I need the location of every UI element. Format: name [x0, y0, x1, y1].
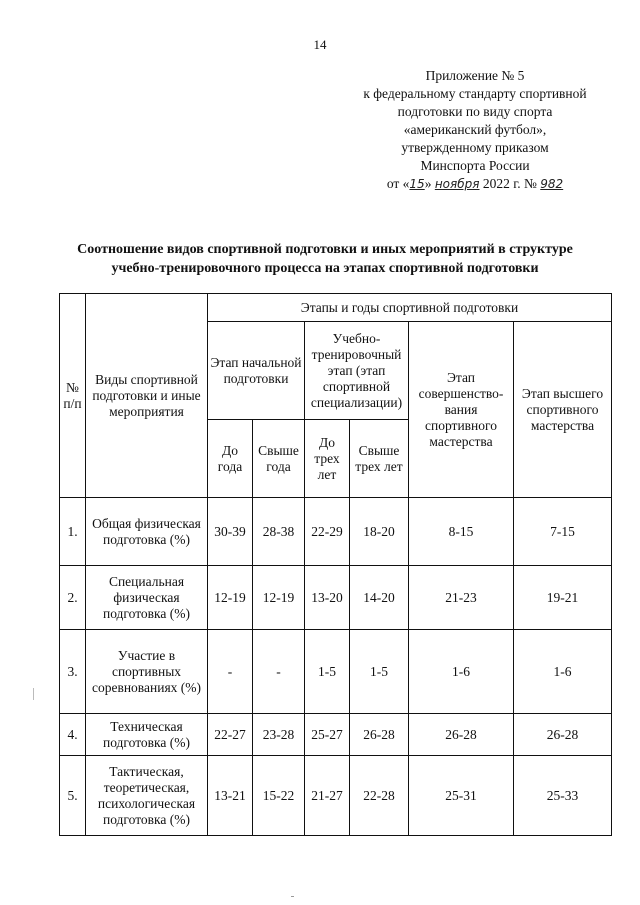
row-number: 3.	[60, 630, 86, 714]
cell-value: 30-39	[208, 498, 253, 566]
scan-speck	[291, 896, 294, 897]
header-stage-initial: Этап начальной подготовки	[208, 322, 305, 420]
date-mid: »	[424, 176, 432, 191]
cell-value: 1-5	[350, 630, 409, 714]
appendix-header	[330, 67, 620, 193]
ratio-table	[59, 293, 612, 836]
header-row	[60, 294, 612, 322]
date-prefix: от «	[386, 176, 410, 191]
document-title: Соотношение видов спортивной подготовки и иных мероприятий в структуре учебно-тренировочного процесса на этапах спортивной подготовки	[77, 242, 573, 276]
header-sub-initial-2: Свыше года	[253, 420, 305, 498]
handwritten-day: 15	[409, 177, 425, 191]
cell-value: 25-31	[409, 756, 514, 836]
header-stage-higher: Этап высшего спортивного мастерства	[514, 322, 612, 498]
row-number: 5.	[60, 756, 86, 836]
cell-value: 18-20	[350, 498, 409, 566]
appendix-line: подготовки по виду спорта	[397, 104, 553, 119]
row-number: 1.	[60, 498, 86, 566]
cell-value: 25-33	[514, 756, 612, 836]
cell-value: 26-28	[350, 714, 409, 756]
cell-value: 15-22	[253, 756, 305, 836]
appendix-line: Минспорта России	[420, 158, 530, 173]
handwritten-month: ноября	[434, 177, 480, 191]
cell-value: 22-28	[350, 756, 409, 836]
cell-value: 8-15	[409, 498, 514, 566]
table-row	[60, 714, 612, 756]
row-number: 4.	[60, 714, 86, 756]
appendix-line: к федеральному стандарту спортивной	[363, 86, 587, 101]
cell-value: 22-29	[305, 498, 350, 566]
cell-value: 13-21	[208, 756, 253, 836]
cell-value: 14-20	[350, 566, 409, 630]
margin-mark	[33, 688, 34, 700]
row-name: Тактическая, теоретическая, психологическая подготовка (%)	[86, 756, 208, 836]
cell-value: 1-5	[305, 630, 350, 714]
cell-value: 19-21	[514, 566, 612, 630]
cell-value: 12-19	[208, 566, 253, 630]
cell-value: 25-27	[305, 714, 350, 756]
header-stage-perfection: Этап совершенство-вания спортивного мастерства	[409, 322, 514, 498]
row-name: Общая физическая подготовка (%)	[86, 498, 208, 566]
appendix-line: «американский футбол»,	[403, 122, 547, 137]
cell-value: 1-6	[409, 630, 514, 714]
table-row	[60, 498, 612, 566]
cell-value: -	[208, 630, 253, 714]
header-sub-training-1: До трех лет	[305, 420, 350, 498]
cell-value: 26-28	[514, 714, 612, 756]
header-kinds: Виды спортивной подготовки и иные мероприятия	[86, 294, 208, 498]
appendix-line: Приложение № 5	[425, 68, 525, 83]
table-row	[60, 756, 612, 836]
cell-value: 26-28	[409, 714, 514, 756]
header-sub-training-2: Свыше трех лет	[350, 420, 409, 498]
handwritten-order-number: 982	[540, 177, 564, 191]
cell-value: 12-19	[253, 566, 305, 630]
row-name: Участие в спортивных соревнованиях (%)	[86, 630, 208, 714]
row-name: Специальная физическая подготовка (%)	[86, 566, 208, 630]
year-text: 2022 г. №	[482, 176, 537, 191]
appendix-line: утвержденному приказом	[401, 140, 549, 155]
order-date-line	[330, 175, 620, 193]
table-row	[60, 566, 612, 630]
header-num: № п/п	[60, 294, 86, 498]
cell-value: 28-38	[253, 498, 305, 566]
cell-value: 1-6	[514, 630, 612, 714]
row-name: Техническая подготовка (%)	[86, 714, 208, 756]
cell-value: 13-20	[305, 566, 350, 630]
header-stage-training: Учебно-тренировочный этап (этап спортивной специализации)	[305, 322, 409, 420]
page-number: 14	[313, 37, 327, 52]
cell-value: -	[253, 630, 305, 714]
cell-value: 22-27	[208, 714, 253, 756]
table-row	[60, 630, 612, 714]
header-stages-group: Этапы и годы спортивной подготовки	[208, 294, 612, 322]
cell-value: 21-23	[409, 566, 514, 630]
header-sub-initial-1: До года	[208, 420, 253, 498]
row-number: 2.	[60, 566, 86, 630]
cell-value: 21-27	[305, 756, 350, 836]
cell-value: 7-15	[514, 498, 612, 566]
cell-value: 23-28	[253, 714, 305, 756]
